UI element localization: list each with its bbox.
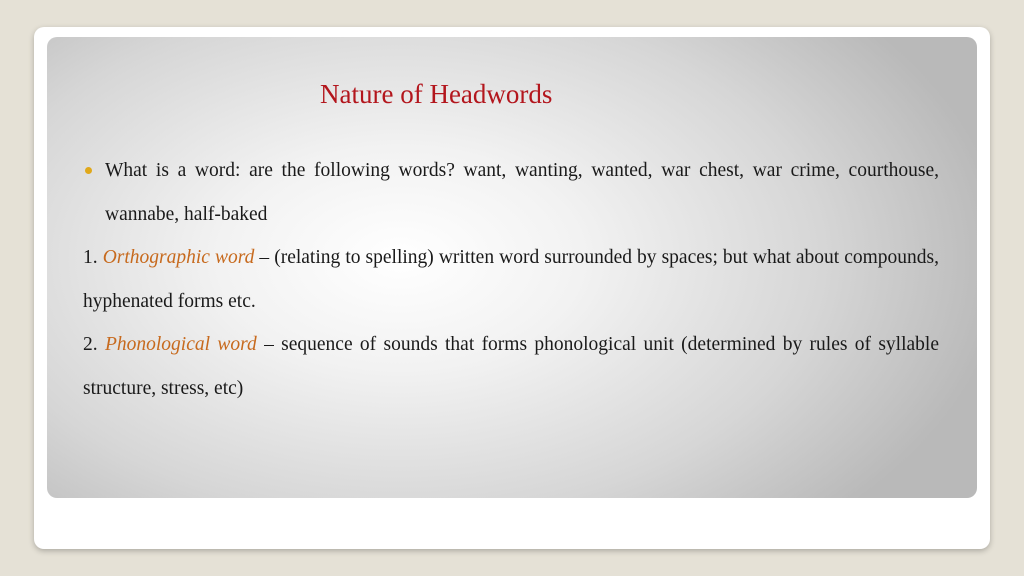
circle-bullet-icon <box>85 167 92 174</box>
slide-body <box>83 149 939 410</box>
content-panel <box>47 37 977 498</box>
numbered-item-2 <box>83 323 939 410</box>
item-term: Orthographic word <box>102 247 255 268</box>
item-number: 1. <box>83 247 98 268</box>
bullet-item <box>83 149 939 236</box>
item-text: – sequence of sounds that forms phonological unit (determined by rules of syllable structure, stress, etc) <box>83 334 939 399</box>
item-number: 2. <box>83 334 98 355</box>
item-text: – (relating to spelling) written word surrounded by spaces; but what about compounds, hyphenated forms etc. <box>83 247 940 312</box>
slide-frame <box>34 27 990 549</box>
bullet-text: What is a word: are the following words? want, wanting, wanted, war chest, war crime, courthouse, wannabe, half-baked <box>105 160 939 225</box>
numbered-item-1 <box>83 236 939 323</box>
item-term: Phonological word <box>104 334 257 355</box>
slide-title: Nature of Headwords <box>320 79 553 109</box>
